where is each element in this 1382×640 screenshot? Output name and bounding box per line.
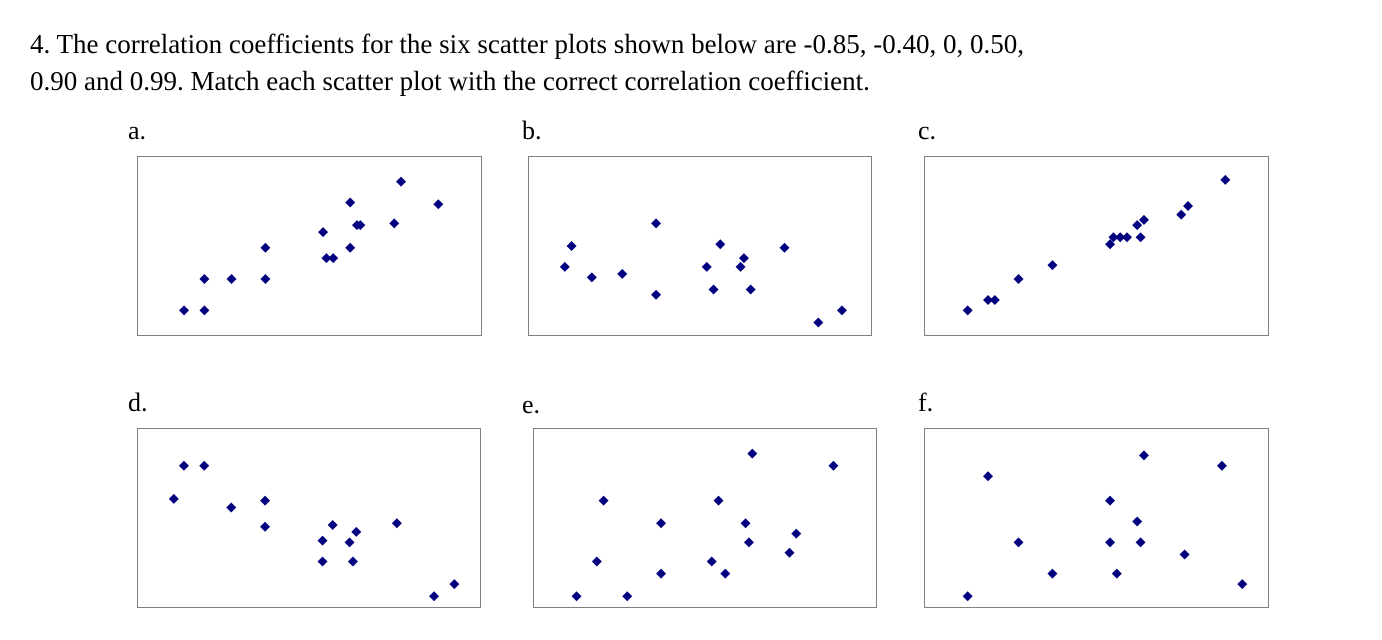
plot-f-point: [1136, 537, 1146, 547]
plot-a-point: [260, 274, 270, 284]
plot-b-frame: [529, 157, 872, 336]
plot-c-point: [1122, 232, 1132, 242]
plot-e-point: [622, 591, 632, 601]
plot-e-label: e.: [522, 390, 541, 419]
plot-e-frame: [534, 429, 877, 608]
plot-a-point: [227, 274, 237, 284]
plot-e-point: [592, 557, 602, 567]
plot-b-point: [715, 239, 725, 249]
plot-a-label: a.: [128, 116, 147, 145]
plot-a-point: [199, 305, 209, 315]
plot-c-frame: [925, 157, 1269, 336]
plot-b-point: [780, 243, 790, 253]
plot-f-point: [1217, 461, 1227, 471]
plot-b-point: [651, 290, 661, 300]
plot-b-point: [651, 218, 661, 228]
plot-e-point: [656, 569, 666, 579]
plot-f-frame: [925, 429, 1269, 608]
plot-f-label: f.: [918, 388, 934, 417]
plot-a-point: [345, 198, 355, 208]
plot-c-point: [1176, 210, 1186, 220]
plot-a-point: [260, 243, 270, 253]
scatter-plot-a-svg: [137, 156, 482, 336]
scatter-plot-b: [528, 156, 872, 336]
plot-f-point: [1132, 516, 1142, 526]
plot-f-point: [1180, 550, 1190, 560]
plot-e-point: [714, 496, 724, 506]
plot-f-point: [1105, 537, 1115, 547]
plot-e-point: [707, 557, 717, 567]
scatter-plot-f: [924, 428, 1269, 608]
plot-d-label: d.: [128, 388, 148, 417]
plot-b-point: [837, 305, 847, 315]
plot-a-point: [396, 177, 406, 187]
plot-f-point: [1014, 537, 1024, 547]
plot-c-point: [1183, 201, 1193, 211]
plot-c-point: [1132, 220, 1142, 230]
plot-e-point: [572, 591, 582, 601]
plot-b-point: [813, 318, 823, 328]
plot-b-point: [567, 241, 577, 251]
plot-d-point: [318, 536, 328, 546]
plot-d-point: [199, 461, 209, 471]
plot-a-point: [345, 243, 355, 253]
scatter-plot-d: [137, 428, 481, 608]
plot-c-label: c.: [918, 116, 937, 145]
plot-c-point: [1220, 175, 1230, 185]
plot-e-point: [720, 569, 730, 579]
question-text: [30, 26, 1370, 100]
plot-b-point: [702, 262, 712, 272]
plot-e-point: [741, 518, 751, 528]
plot-e-point: [828, 461, 838, 471]
plot-b-point: [560, 262, 570, 272]
question-line-1: 4. The correlation coefficients for the six scatter plots shown below are -0.85, -0.40, 0, 0.50,: [30, 29, 1024, 59]
scatter-plot-e: [533, 428, 877, 608]
plot-a-point: [179, 305, 189, 315]
plot-b-point: [709, 285, 719, 295]
plot-b-point: [736, 262, 746, 272]
plot-c-point: [1014, 274, 1024, 284]
plot-b-point: [739, 253, 749, 263]
scatter-plot-d-svg: [137, 428, 481, 608]
plot-c-point: [1047, 260, 1057, 270]
plot-a-point: [433, 199, 443, 209]
plot-d-point: [179, 461, 189, 471]
plot-b-point: [587, 272, 597, 282]
plot-f-point: [1105, 496, 1115, 506]
plot-e-point: [791, 529, 801, 539]
plot-e-point: [747, 449, 757, 459]
plot-a-point: [199, 274, 209, 284]
scatter-plot-f-svg: [924, 428, 1269, 608]
plot-a-point: [318, 227, 328, 237]
plot-d-point: [345, 537, 355, 547]
scatter-plot-c: [924, 156, 1269, 336]
plot-c-point: [990, 295, 1000, 305]
plot-d-point: [351, 527, 361, 537]
plot-a-point: [328, 253, 338, 263]
plot-d-frame: [138, 429, 481, 608]
plot-c-point: [1136, 232, 1146, 242]
plot-d-point: [429, 591, 439, 601]
plot-f-point: [963, 591, 973, 601]
plot-f-point: [1139, 450, 1149, 460]
plot-a-point: [389, 218, 399, 228]
plot-e-point: [744, 537, 754, 547]
plot-d-point: [260, 522, 270, 532]
scatter-plot-a: [137, 156, 482, 336]
plot-b-label: b.: [522, 116, 542, 145]
plot-f-point: [1112, 569, 1122, 579]
plot-d-point: [348, 557, 358, 567]
plot-d-point: [449, 579, 459, 589]
plot-d-point: [226, 503, 236, 513]
plot-d-point: [169, 494, 179, 504]
plot-d-point: [392, 518, 402, 528]
plot-f-point: [983, 471, 993, 481]
plot-d-point: [318, 557, 328, 567]
plot-d-point: [328, 520, 338, 530]
scatter-plot-c-svg: [924, 156, 1269, 336]
plot-b-point: [617, 269, 627, 279]
scatter-plot-b-svg: [528, 156, 872, 336]
scatter-plot-e-svg: [533, 428, 877, 608]
plot-e-point: [599, 496, 609, 506]
plot-f-point: [1047, 569, 1057, 579]
plot-a-frame: [138, 157, 482, 336]
plot-d-point: [260, 496, 270, 506]
plot-f-point: [1237, 579, 1247, 589]
plot-b-point: [746, 285, 756, 295]
plot-e-point: [656, 518, 666, 528]
question-line-2: 0.90 and 0.99. Match each scatter plot with the correct correlation coefficient.: [30, 66, 870, 96]
plot-c-point: [963, 305, 973, 315]
plot-e-point: [785, 548, 795, 558]
